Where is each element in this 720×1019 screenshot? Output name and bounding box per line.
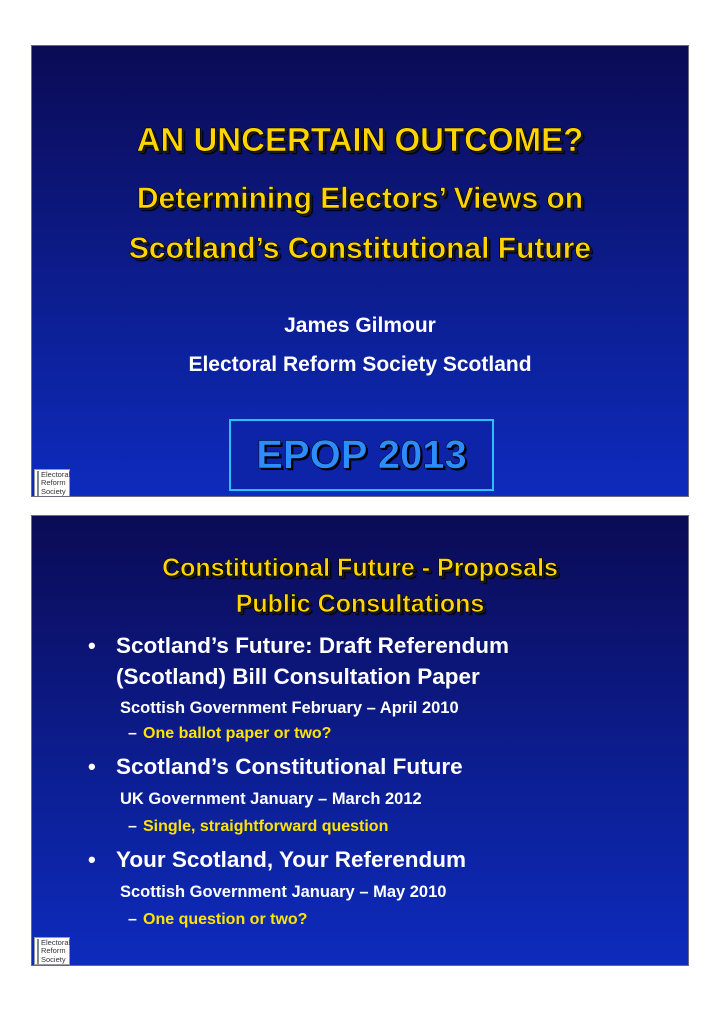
consultations-slide: [31, 515, 689, 966]
slide-title-line1: AN UNCERTAIN OUTCOME?: [136, 121, 584, 158]
bullet-note: [32, 815, 688, 839]
slide-title-line3: Scotland’s Constitutional Future: [128, 232, 592, 265]
bullet-item: [32, 630, 688, 661]
bullet-heading: Scotland’s Future: Draft Referendum: [116, 633, 509, 658]
bullet-dot: •: [88, 633, 96, 658]
author-organization: Electoral Reform Society Scotland: [188, 353, 532, 376]
bullet-heading-cont: [32, 661, 688, 692]
bullet-dot: •: [88, 847, 96, 872]
bullet-detail: Scottish Government January – May 2010: [120, 883, 447, 901]
bullet-detail: Scottish Government February – April 2010: [120, 699, 459, 717]
dash-mark: –: [128, 725, 137, 742]
dash-mark: –: [128, 818, 137, 835]
bullet-heading: Your Scotland, Your Referendum: [116, 847, 467, 872]
logo-line2: Reform: [37, 479, 67, 487]
logo-line1: Electoral: [37, 471, 67, 479]
logo-line3: Society: [37, 488, 67, 496]
logo-line3: Society: [37, 956, 67, 964]
slide2-title-line2: Public Consultations: [235, 590, 485, 618]
dash-mark: –: [128, 911, 137, 928]
bullet-heading: Scotland’s Constitutional Future: [116, 754, 463, 779]
author-name: James Gilmour: [284, 314, 436, 337]
bullet-note: [32, 908, 688, 932]
bullet-list: [32, 630, 688, 932]
ers-logo: [34, 937, 70, 965]
logo-line1: Electoral: [37, 939, 67, 947]
event-box: [229, 419, 494, 491]
bullet-dot: •: [88, 754, 96, 779]
title-slide: [31, 45, 689, 497]
note-text: One question or two?: [143, 911, 308, 928]
bullet-heading-line2: (Scotland) Bill Consultation Paper: [116, 664, 480, 689]
bullet-detail: UK Government January – March 2012: [120, 790, 422, 808]
event-label: EPOP 2013: [256, 432, 467, 477]
note-text: One ballot paper or two?: [143, 725, 332, 742]
bullet-note: [32, 722, 688, 746]
note-text: Single, straightforward question: [143, 818, 389, 835]
bullet-item: [32, 844, 688, 875]
slide-title-line2: Determining Electors’ Views on: [136, 182, 584, 215]
ers-logo: [34, 469, 70, 497]
slide2-title-line1: Constitutional Future - Proposals: [162, 554, 558, 582]
bullet-item: [32, 751, 688, 782]
logo-line2: Reform: [37, 947, 67, 955]
